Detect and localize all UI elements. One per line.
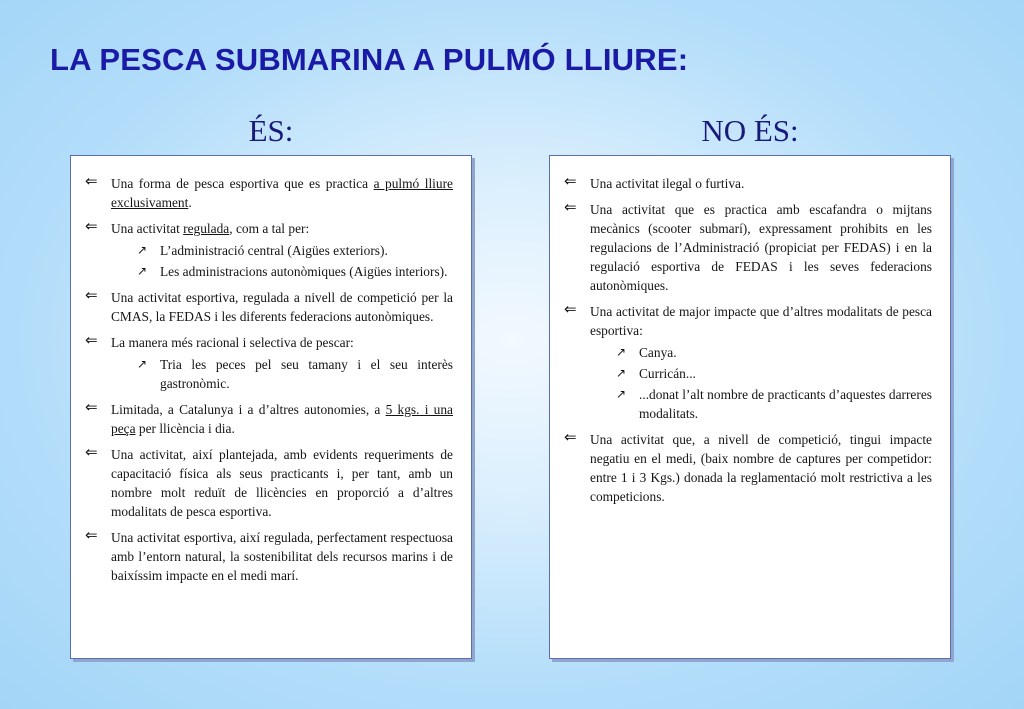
arrow-up-right-icon: ↗ — [137, 357, 148, 371]
arrow-up-right-icon: ↗ — [616, 387, 627, 401]
no-es-list — [564, 174, 932, 506]
no-es-heading: NO ÉS: — [701, 113, 799, 148]
arrow-up-right-icon: ↗ — [137, 243, 148, 257]
arrow-left-icon: ⇐ — [85, 288, 98, 304]
arrow-left-icon: ⇐ — [564, 302, 577, 318]
arrow-up-right-icon: ↗ — [616, 366, 627, 380]
sub-list-item: ↗ Tria les peces pel seu tamany i el seu interès gastronòmic. — [137, 357, 453, 391]
es-heading: ÉS: — [248, 113, 294, 148]
list-item: ⇐ Limitada, a Catalunya i a d’altres autonomies, a 5 kgs. i una peça per llicència i dia. — [85, 400, 453, 436]
arrow-left-icon: ⇐ — [85, 528, 98, 544]
slide-title: LA PESCA SUBMARINA A PULMÓ LLIURE: — [50, 42, 689, 77]
list-item: ⇐ Una activitat esportiva, regulada a nivell de competició per la CMAS, la FEDAS i les diferents federacions autonòmiques. — [85, 288, 453, 324]
sub-list-item: ↗ ...donat l’alt nombre de practicants d’aquestes darreres modalitats. — [616, 387, 932, 421]
sub-list — [111, 355, 453, 393]
sub-list-item: ↗ Les administracions autonòmiques (Aigües interiors). — [137, 264, 448, 279]
arrow-up-right-icon: ↗ — [616, 345, 627, 359]
arrow-up-right-icon: ↗ — [137, 264, 148, 278]
arrow-left-icon: ⇐ — [564, 174, 577, 190]
sub-list-item: ↗ L’administració central (Aigües exteriors). — [137, 243, 388, 258]
arrow-left-icon: ⇐ — [564, 200, 577, 216]
sub-list-item: ↗ Canya. — [616, 345, 677, 360]
list-item: ⇐ Una activitat que, a nivell de competició, tingui impacte negatiu en el medi, (baix nombre de captures per competidor: entre 1 i 3 Kgs.) donada la reglamentació molt restrictiva a les competicions. — [564, 430, 932, 504]
list-item: ⇐ Una activitat que es practica amb escafandra o mijtans mecànics (scooter submarí), expressament prohibits en les regulacions de l’Administració (propiciat per FEDAS) i en la regulació esportiva de FEDAS i les seves federacions autonòmiques. — [564, 200, 932, 293]
no-es-panel — [549, 155, 951, 659]
list-item: ⇐ Una forma de pesca esportiva que es practica a pulmó lliure exclusivament. — [85, 174, 453, 210]
sub-list — [590, 343, 932, 423]
sub-list — [111, 241, 453, 281]
list-item: ⇐ Una activitat ilegal o furtiva. — [564, 174, 745, 191]
arrow-left-icon: ⇐ — [85, 333, 98, 349]
arrow-left-icon: ⇐ — [85, 400, 98, 416]
list-item: ⇐ Una activitat regulada, com a tal per: ↗ L’administració central (Aigües exteriors). ↗ Les administracions autonòmiques (Aigües interiors). — [85, 219, 453, 281]
es-panel — [70, 155, 472, 659]
list-item: ⇐ Una activitat esportiva, així regulada, perfectament respectuosa amb l’entorn natural, la sostenibilitat dels recursos marins i de baixíssim impacte en el medi marí. — [85, 528, 453, 583]
arrow-left-icon: ⇐ — [85, 219, 98, 235]
arrow-left-icon: ⇐ — [564, 430, 577, 446]
list-item: ⇐ La manera més racional i selectiva de pescar: ↗ Tria les peces pel seu tamany i el seu interès gastronòmic. — [85, 333, 453, 391]
arrow-left-icon: ⇐ — [85, 445, 98, 461]
es-list — [85, 174, 453, 585]
list-item: ⇐ Una activitat, així plantejada, amb evidents requeriments de capacitació física als seus practicants i, per tant, amb un nombre molt reduït de llicències en proporció a d’altres modalitats de pesca esportiva. — [85, 445, 453, 519]
arrow-left-icon: ⇐ — [85, 174, 98, 190]
list-item: ⇐ Una activitat de major impacte que d’altres modalitats de pesca esportiva: ↗ Canya. ↗ Curricán... ↗ ...donat l’alt nombre de practicants d’aquestes darreres modalitats. — [564, 302, 932, 421]
sub-list-item: ↗ Curricán... — [616, 366, 696, 381]
